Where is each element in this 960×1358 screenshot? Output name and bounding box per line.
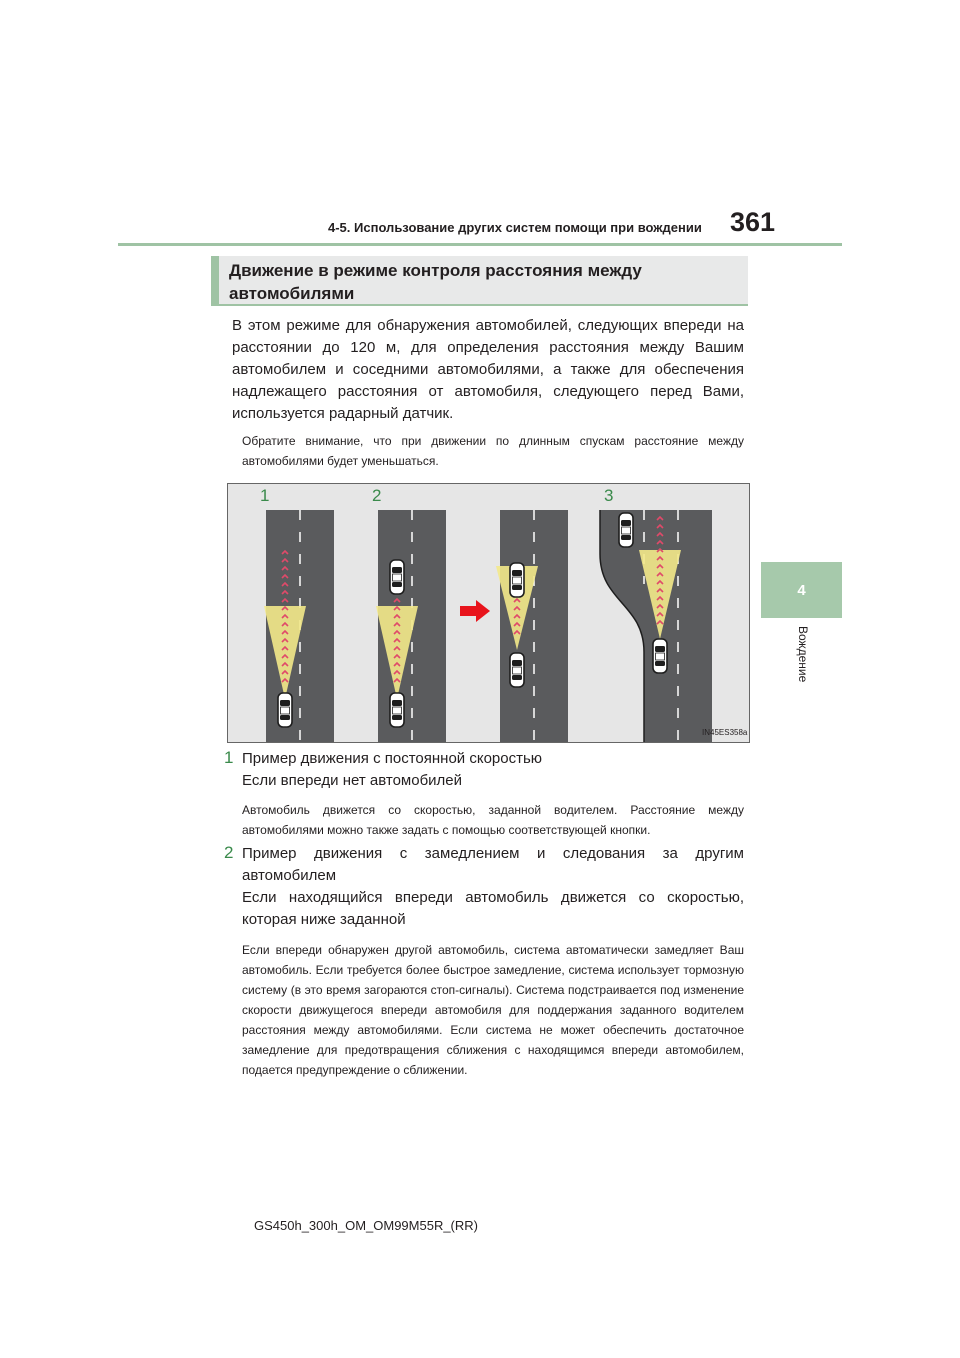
road-scene-4 xyxy=(600,510,712,742)
figure-marker-3: 3 xyxy=(604,486,614,505)
item-marker-1: 1 xyxy=(224,748,234,767)
lead-car-2 xyxy=(390,560,404,594)
item-description-1: Автомобиль движется со скоростью, заданной водителем. Расстояние между автомобилями можно также задать с помощью соответствующей кнопки. xyxy=(242,803,744,837)
footer-document-code: GS450h_300h_OM_OM99M55R_(RR) xyxy=(254,1218,478,1233)
item-description-2: Если впереди обнаружен другой автомобиль, система автоматически замедляет Ваш автомобиль. Если требуется более быстрое замедление, система использует тормозную систему (в это время загораются стоп-сигналы). Система подстраивается под изменение скорости движущегося впереди автомобиля для поддержания заданного водителем расстояния между автомобилями. Если система не может обеспечить достаточное замедление для предотвращения сближения с находящимся впереди автомобилем, подается предупреждение о сближении. xyxy=(242,943,744,1077)
adaptive-cruise-diagram xyxy=(228,484,749,742)
figure-code: IN45ES358a xyxy=(702,728,748,737)
item-heading-1-line2: Если впереди нет автомобилей xyxy=(242,772,463,789)
intro-paragraph: В этом режиме для обнаружения автомобилей, следующих впереди на расстоянии до 120 м, для определения расстояния между Вашим автомобилем и соседними автомобилями, а также для обеспечения надлежащего расстояния от автомобиля, следующего перед Вами, используется радарный датчик. xyxy=(232,317,744,422)
lead-car-3 xyxy=(510,563,524,597)
own-car-1 xyxy=(278,693,292,727)
road-scene-2 xyxy=(376,510,446,742)
road-scene-3 xyxy=(496,510,568,742)
intro-note: Обратите внимание, что при движении по длинным спускам расстояние между автомобилями будет уменьшаться. xyxy=(242,434,744,468)
item-heading-2-line2: Если находящийся впереди автомобиль движется со скоростью, которая ниже заданной xyxy=(242,889,744,928)
header-rule xyxy=(118,243,842,246)
section-header xyxy=(211,256,748,306)
page-number: 361 xyxy=(730,207,776,237)
transition-arrow xyxy=(460,600,490,622)
road-scene-1 xyxy=(264,510,334,742)
item-heading-1 xyxy=(242,748,744,792)
own-car-4 xyxy=(653,639,667,673)
section-title-line2: автомобилями xyxy=(229,284,355,303)
chapter-side-label: Вождение xyxy=(796,626,810,683)
item-heading-1-line1: Пример движения с постоянной скоростью xyxy=(242,750,543,767)
own-car-2 xyxy=(390,693,404,727)
item-heading-2-line1: Пример движения с замедлением и следования за другим автомобилем xyxy=(242,845,744,884)
figure-illustration xyxy=(227,483,750,743)
section-title-line1: Движение в режиме контроля расстояния между xyxy=(229,261,642,280)
figure-marker-2: 2 xyxy=(372,486,382,505)
item-heading-2 xyxy=(242,843,744,931)
merging-car-4 xyxy=(619,513,633,547)
figure-marker-1: 1 xyxy=(260,486,270,505)
item-marker-2: 2 xyxy=(224,843,234,862)
chapter-tab: 4 xyxy=(761,562,842,618)
own-car-3 xyxy=(510,653,524,687)
header-section-title: 4-5. Использование других систем помощи при вождении xyxy=(328,220,702,235)
